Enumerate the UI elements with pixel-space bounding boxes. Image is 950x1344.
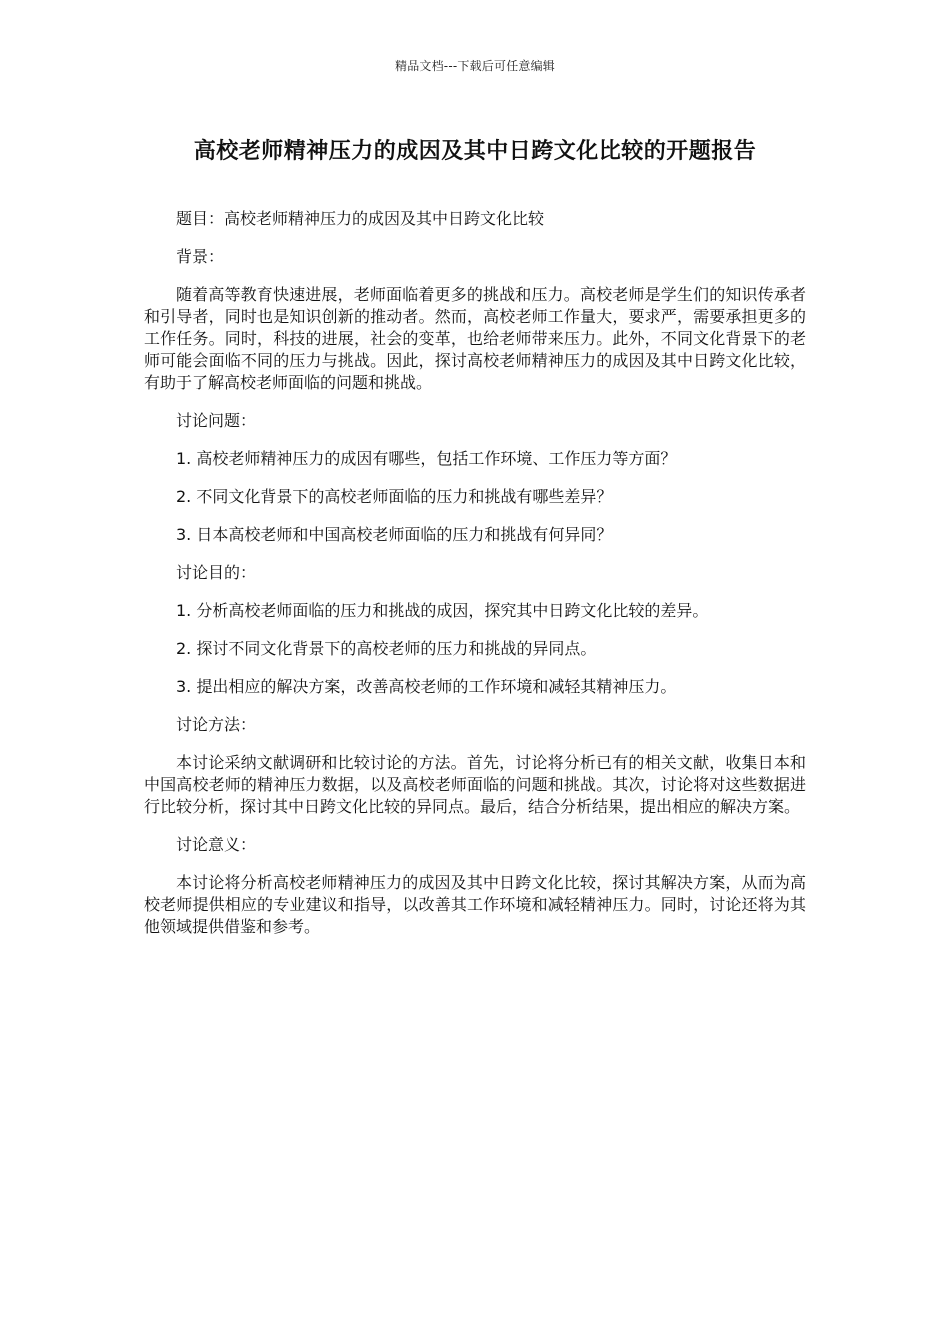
significance-paragraph: 本讨论将分析高校老师精神压力的成因及其中日跨文化比较，探讨其解决方案，从而为高校老师提供相应的专业建议和指导，以改善其工作环境和减轻精神压力。同时，讨论还将为其他领域提供借鉴和参考。: [144, 873, 806, 936]
method-heading: 讨论方法：: [176, 715, 257, 734]
question-item-2: 2. 不同文化背景下的高校老师面临的压力和挑战有哪些差异？: [176, 487, 613, 506]
question-item-3: 3. 日本高校老师和中国高校老师面临的压力和挑战有何异同？: [176, 525, 613, 544]
header-note: 精品文档---下载后可任意编辑: [395, 59, 555, 73]
objective-item-3: 3. 提出相应的解决方案，改善高校老师的工作环境和减轻其精神压力。: [176, 677, 677, 696]
document-body: [144, 208, 806, 938]
objectives-heading: 讨论目的：: [176, 563, 257, 582]
topic-line: 题目：高校老师精神压力的成因及其中日跨文化比较: [176, 209, 545, 228]
document-title: 高校老师精神压力的成因及其中日跨文化比较的开题报告: [193, 139, 757, 164]
questions-heading: 讨论问题：: [176, 411, 257, 430]
background-paragraph: 随着高等教育快速进展，老师面临着更多的挑战和压力。高校老师是学生们的知识传承者和引导者，同时也是知识创新的推动者。然而，高校老师工作量大，要求严，需要承担更多的工作任务。同时，科技的进展，社会的变革，也给老师带来压力。此外，不同文化背景下的老师可能会面临不同的压力与挑战。因此，探讨高校老师精神压力的成因及其中日跨文化比较，有助于了解高校老师面临的问题和挑战。: [144, 285, 806, 392]
method-paragraph: 本讨论采纳文献调研和比较讨论的方法。首先，讨论将分析已有的相关文献，收集日本和中国高校老师的精神压力数据，以及高校老师面临的问题和挑战。其次，讨论将对这些数据进行比较分析，探讨其中日跨文化比较的异同点。最后，结合分析结果，提出相应的解决方案。: [144, 753, 806, 816]
background-heading: 背景：: [176, 247, 225, 266]
question-item-1: 1. 高校老师精神压力的成因有哪些，包括工作环境、工作压力等方面？: [176, 449, 677, 468]
significance-heading: 讨论意义：: [176, 835, 257, 854]
objective-item-2: 2. 探讨不同文化背景下的高校老师的压力和挑战的异同点。: [176, 639, 597, 658]
objective-item-1: 1. 分析高校老师面临的压力和挑战的成因，探究其中日跨文化比较的差异。: [176, 601, 709, 620]
